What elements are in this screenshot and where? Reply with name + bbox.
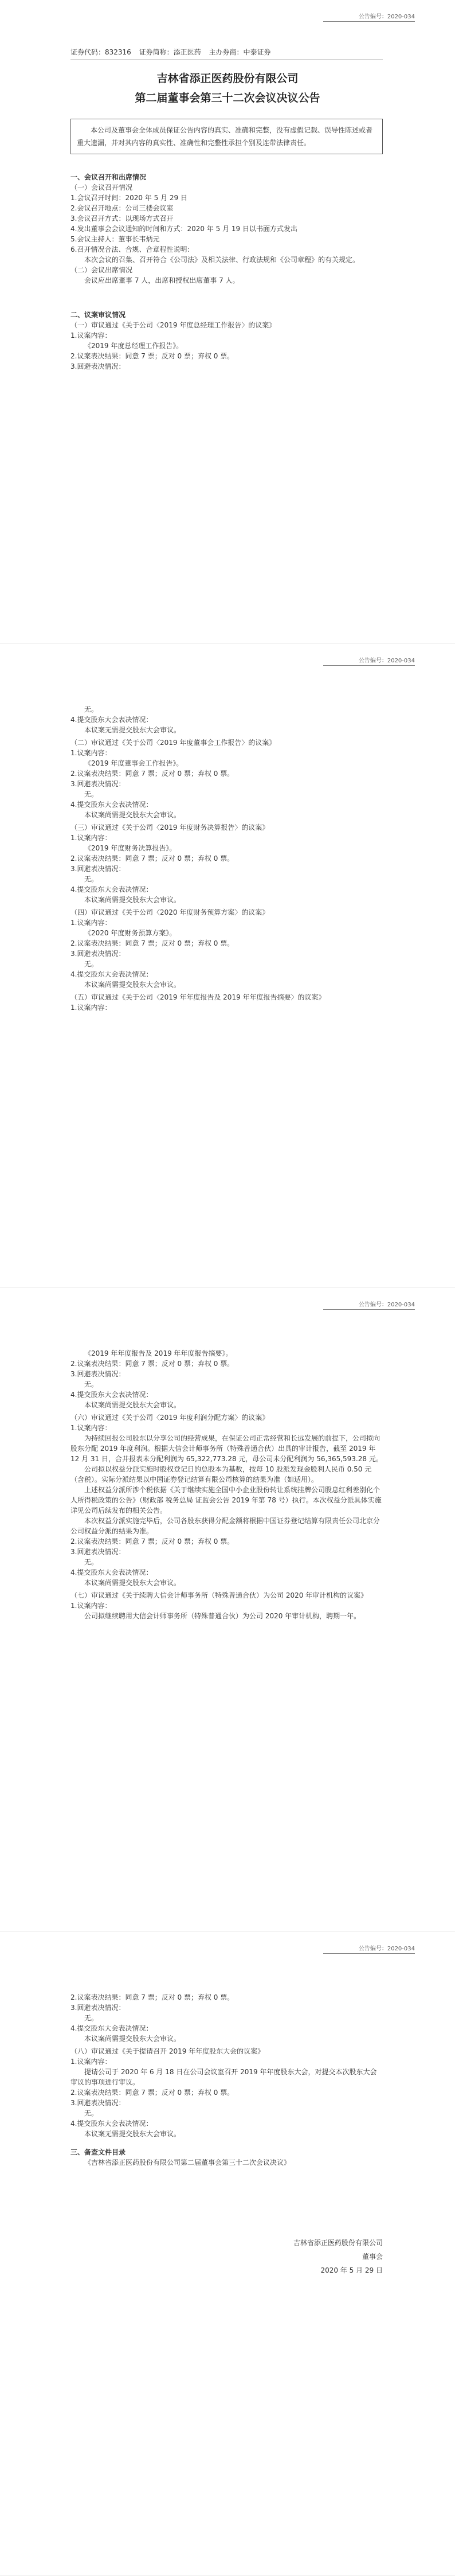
sponsor-broker: 主办券商：中泰证券: [209, 48, 271, 56]
security-code: 证券代码：832316: [70, 48, 131, 56]
recusal-label: 3.回避表决情况：: [70, 2099, 125, 2107]
section-heading: 二、议案审议情况: [70, 311, 126, 319]
recusal-label: 3.回避表决情况：: [70, 362, 125, 370]
vote-result: 2.议案表决结果：同意 7 票；反对 0 票；弃权 0 票。: [70, 2089, 234, 2097]
page-1: [0, 0, 455, 644]
reference-document: 《吉林省添正医药股份有限公司第二届董事会第三十二次会议决议》: [84, 2159, 291, 2167]
recusal-none: 无。: [84, 1380, 99, 1388]
recusal-label: 3.回避表决情况：: [70, 780, 125, 788]
content-body: 《2019 年度董事会工作报告》。: [84, 759, 183, 767]
submission-text: 本议案尚需提交股东大会审议。: [84, 1401, 181, 1409]
meeting-location: 2.会议召开地点：公司三楼会议室: [70, 204, 174, 212]
section-2: [70, 310, 383, 372]
recusal-label: 3.回避表决情况：: [70, 950, 125, 958]
announcement-number: 公告编号：2020-034: [323, 655, 415, 666]
page-3: [0, 1288, 455, 1932]
vote-result: 2.议案表决结果：同意 7 票；反对 0 票；弃权 0 票。: [70, 1360, 234, 1368]
submission-label: 4.提交股东大会表决情况：: [70, 2024, 153, 2032]
recusal-none: 无。: [84, 705, 99, 713]
submission-label: 4.提交股东大会表决情况：: [70, 716, 153, 724]
submission-text: 本议案尚需提交股东大会审议。: [84, 896, 181, 904]
legality-label: 6.召开情况合法、合规、合章程性说明：: [70, 245, 194, 253]
submission-text: 本议案无需提交股东大会审议。: [84, 2130, 181, 2138]
content-body: 《2020 年度财务预算方案》。: [84, 929, 176, 937]
content-label: 1.议案内容：: [70, 1424, 112, 1432]
content-label: 1.议案内容：: [70, 331, 112, 339]
company-title: 吉林省添正医药股份有限公司: [156, 72, 299, 85]
profit-para-3: 上述权益分派所涉个税依据《关于继续实施全国中小企业股份转让系统挂牌公司股息红利差别化个人所得税政策的公告》（财政部 税务总局 证监会公告 2019 年第 78 号）执行。本次权益分派具体实施详见公司后续发布的相关公告。: [70, 1486, 382, 1515]
content-body: 《2019 年度总经理工作报告》。: [84, 342, 183, 350]
meeting-method: 3.会议召开方式：以现场方式召开: [70, 214, 174, 223]
page-2: [0, 644, 455, 1288]
recusal-none: 无。: [84, 960, 99, 968]
meeting-time: 1.会议召开时间：2020 年 5 月 29 日: [70, 194, 187, 202]
signature-board: 董事会: [362, 2253, 383, 2261]
motion-title: （八）审议通过《关于提请召开 2019 年年度股东大会的议案》: [70, 2047, 265, 2055]
vote-result: 2.议案表决结果：同意 7 票；反对 0 票；弃权 0 票。: [70, 1993, 234, 2001]
announcement-number: 公告编号：2020-034: [323, 1299, 415, 1310]
motion-title: （四）审议通过《关于公司〈2020 年度财务预算方案〉的议案》: [70, 908, 269, 916]
submission-label: 4.提交股东大会表决情况：: [70, 885, 153, 893]
motion-title: （二）审议通过《关于公司〈2019 年度董事会工作报告〉的议案》: [70, 739, 276, 747]
motion-title: （一）审议通过《关于公司〈2019 年度总经理工作报告〉的议案》: [70, 321, 276, 329]
motion-title: （六）审议通过《关于公司〈2019 年度利润分配方案〉的议案》: [70, 1414, 269, 1422]
document-title: 第二届董事会第三十二次会议决议公告: [135, 92, 320, 104]
agm-para: 提请公司于 2020 年 6 月 18 日在公司会议室召开 2019 年年度股东大会，对提交本次股东大会审议的事项进行审议。: [70, 2068, 377, 2086]
subheading: （一）会议召开情况: [70, 184, 133, 192]
recusal-label: 3.回避表决情况：: [70, 865, 125, 873]
legality-text: 本次会议的召集、召开符合《公司法》及相关法律、行政法规和《公司章程》的有关规定。: [84, 256, 360, 264]
submission-label: 4.提交股东大会表决情况：: [70, 801, 153, 809]
recusal-label: 3.回避表决情况：: [70, 1370, 125, 1378]
meeting-host: 5.会议主持人：董事长韦炳元: [70, 235, 160, 243]
vote-result: 2.议案表决结果：同意 7 票；反对 0 票；弃权 0 票。: [70, 854, 234, 862]
submission-text: 本议案尚需提交股东大会审议。: [84, 811, 181, 819]
submission-text: 本议案尚需提交股东大会审议。: [84, 2035, 181, 2043]
announcement-number: 公告编号：2020-034: [323, 11, 415, 22]
recusal-label: 3.回避表决情况：: [70, 2004, 125, 2012]
submission-text: 本议案尚需提交股东大会审议。: [84, 981, 181, 989]
motion-title: （七）审议通过《关于续聘大信会计师事务所（特殊普通合伙）为公司 2020 年审计机构的议案》: [70, 1591, 368, 1599]
security-info-row: [70, 47, 277, 57]
vote-result: 2.议案表决结果：同意 7 票；反对 0 票；弃权 0 票。: [70, 1537, 234, 1545]
signature-block: [0, 2236, 383, 2277]
section-1: [70, 172, 383, 286]
page-4: [0, 1932, 455, 2576]
page-4-body: [70, 1992, 383, 2168]
subheading: （二）会议出席情况: [70, 266, 133, 274]
signature-company: 吉林省添正医药股份有限公司: [293, 2239, 383, 2247]
security-abbr: 证券简称：添正医药: [139, 48, 201, 56]
recusal-none: 无。: [84, 790, 99, 798]
motion-title: （五）审议通过《关于公司〈2019 年年度报告及 2019 年年度报告摘要〉的议案》: [70, 993, 325, 1001]
content-body: 《2019 年度财务决算报告》。: [84, 844, 176, 852]
content-label: 1.议案内容：: [70, 919, 112, 927]
recusal-none: 无。: [84, 2014, 99, 2022]
recusal-none: 无。: [84, 2109, 99, 2117]
vote-result: 2.议案表决结果：同意 7 票；反对 0 票；弃权 0 票。: [70, 770, 234, 778]
motion-title: （三）审议通过《关于公司〈2019 年度财务决算报告〉的议案》: [70, 823, 269, 832]
content-label: 1.议案内容：: [70, 1004, 112, 1012]
submission-text: 本议案尚需提交股东大会审议。: [84, 1579, 181, 1587]
submission-label: 4.提交股东大会表决情况：: [70, 2120, 153, 2128]
section-heading: 一、会议召开和出席情况: [70, 173, 147, 181]
notice-time: 4.发出董事会会议通知的时间和方式：2020 年 5 月 19 日以书面方式发出: [70, 225, 297, 233]
recusal-none: 无。: [84, 1558, 99, 1566]
content-label: 1.议案内容：: [70, 2058, 112, 2066]
signature-date: 2020 年 5 月 29 日: [320, 2266, 383, 2274]
profit-para-4: 本次权益分派实施完毕后，公司各股东获得分配金额将根据中国证券登记结算有限责任公司北京分公司权益分派的结果为准。: [70, 1517, 381, 1535]
page-3-body: [70, 1348, 383, 1621]
recusal-label: 3.回避表决情况：: [70, 1548, 125, 1556]
vote-result: 2.议案表决结果：同意 7 票；反对 0 票；弃权 0 票。: [70, 939, 234, 947]
content-label: 1.议案内容：: [70, 834, 112, 842]
attendance-text: 会议应出席董事 7 人，出席和授权出席董事 7 人。: [84, 276, 240, 284]
content-label: 1.议案内容：: [70, 1602, 112, 1610]
recusal-none: 无。: [84, 875, 99, 883]
profit-para-1: 为持续回报公司股东以分享公司的经营成果，在保证公司正常经营和长远发展的前提下，公司拟向股东分配 2019 年度利润。根据大信会计师事务所（特殊普通合伙）出具的审计报告，截至 2019 年 12 月 31 日，合并报表未分配利润为 65,322,773.28 元，母公司未分配利润为 56,365,593.28 元。: [70, 1434, 383, 1463]
submission-label: 4.提交股东大会表决情况：: [70, 970, 153, 978]
submission-label: 4.提交股东大会表决情况：: [70, 1568, 153, 1576]
disclaimer-box: 本公司及董事会全体成员保证公告内容的真实、准确和完整，没有虚假记载、误导性陈述或者重大遗漏，并对其内容的真实性、准确性和完整性承担个别及连带法律责任。: [70, 119, 383, 154]
submission-label: 4.提交股东大会表决情况：: [70, 1391, 153, 1399]
profit-para-2: 公司拟以权益分派实施时股权登记日的总股本为基数，按每 10 股派发现金股利人民币 0.50 元（含税）。实际分派结果以中国证券登记结算有限公司核算的结果为准（如适用）。: [70, 1465, 372, 1484]
announcement-number: 公告编号：2020-034: [323, 1943, 415, 1954]
submission-text: 本议案无需提交股东大会审议。: [84, 726, 181, 734]
page-2-body: [70, 704, 383, 1013]
vote-result: 2.议案表决结果：同意 7 票；反对 0 票；弃权 0 票。: [70, 352, 234, 360]
section-heading: 三、备查文件目录: [70, 2148, 126, 2156]
content-body: 《2019 年年度报告及 2019 年年度报告摘要》。: [84, 1349, 233, 1357]
content-label: 1.议案内容：: [70, 749, 112, 757]
auditor-para: 公司拟继续聘用大信会计师事务所（特殊普通合伙）为公司 2020 年审计机构，聘期一年。: [84, 1612, 361, 1620]
